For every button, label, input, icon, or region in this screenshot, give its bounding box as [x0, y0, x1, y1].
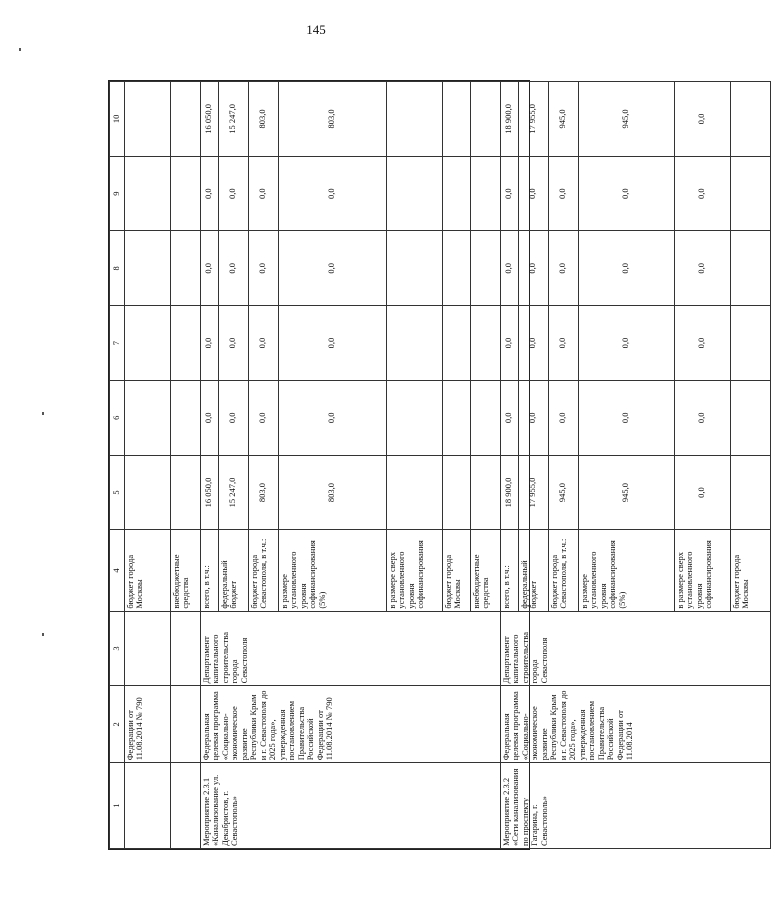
value-cell — [470, 455, 500, 530]
value-cell — [470, 380, 500, 455]
value-cell: 0,0 — [578, 231, 674, 306]
value-cell: 0,0 — [248, 380, 278, 455]
value-cell — [170, 156, 200, 231]
document-cell — [124, 763, 170, 849]
value-cell — [124, 455, 170, 530]
value-cell: 945,0 — [578, 82, 674, 157]
source-cell: бюджет города Москвы — [442, 530, 470, 611]
measure-name-cell: Мероприятие 2.3.1 «Канализование ул. Декабристов, г. Севастополь» — [200, 763, 500, 849]
value-cell: 0,0 — [278, 156, 386, 231]
value-cell: 0,0 — [500, 380, 518, 455]
header-cell: 5 — [110, 455, 125, 530]
header-cell: 9 — [110, 156, 125, 231]
value-cell — [730, 231, 770, 306]
value-cell: 0,0 — [548, 231, 578, 306]
header-cell: 6 — [110, 380, 125, 455]
value-cell: 0,0 — [278, 306, 386, 381]
header-cell: 10 — [110, 82, 125, 157]
source-cell: внебюджетные средства — [470, 530, 500, 611]
value-cell — [124, 156, 170, 231]
value-cell: 945,0 — [578, 455, 674, 530]
value-cell: 0,0 — [578, 156, 674, 231]
header-cell: 3 — [110, 611, 125, 686]
value-cell — [730, 380, 770, 455]
value-cell: 18 900,0 — [500, 455, 518, 530]
value-cell: 0,0 — [674, 231, 730, 306]
value-cell: 0,0 — [278, 380, 386, 455]
value-cell: 0,0 — [674, 306, 730, 381]
source-cell: бюджет города Севастополя, в т.ч.: — [248, 530, 278, 611]
document-cell — [170, 763, 200, 849]
value-cell — [442, 231, 470, 306]
value-cell — [124, 380, 170, 455]
value-cell — [470, 156, 500, 231]
value-cell — [730, 82, 770, 157]
source-cell: в размере установленного уровня софинансирования (5%) — [578, 530, 674, 611]
value-cell: 945,0 — [548, 455, 578, 530]
value-cell: 0,0 — [500, 306, 518, 381]
source-cell: бюджет города Севастополя, в т.ч.: — [548, 530, 578, 611]
value-cell: 0,0 — [500, 156, 518, 231]
header-cell: 1 — [110, 763, 125, 849]
value-cell — [442, 156, 470, 231]
header-row — [110, 82, 125, 849]
program-cell: Федеральная целевая программа «Социально-экономическое развитие Республики Крым и г. Севастополя до 2025 года», утвержденная постановлением Правительства Российской Федерации от 11.08.2014 № 790 — [200, 686, 500, 763]
value-cell: 0,0 — [548, 156, 578, 231]
value-cell — [386, 306, 442, 381]
value-cell: 17 955,0 — [518, 455, 548, 530]
rotated-table-content — [109, 81, 751, 849]
value-cell: 0,0 — [548, 380, 578, 455]
scan-speck — [42, 633, 44, 636]
value-cell: 0,0 — [200, 306, 218, 381]
value-cell: 0,0 — [218, 306, 248, 381]
value-cell: 0,0 — [500, 231, 518, 306]
value-cell: 0,0 — [674, 156, 730, 231]
source-cell: бюджет города Москвы — [730, 530, 770, 611]
value-cell: 0,0 — [200, 156, 218, 231]
value-cell: 0,0 — [218, 231, 248, 306]
value-cell: 0,0 — [518, 231, 548, 306]
measure-name-cell: Мероприятие 2.3.2 «Сети канализования по проспекту Гагарина, г. Севастополь» — [500, 763, 770, 849]
executor-cell — [124, 611, 170, 686]
program-cell: Федерации от 11.08.2014 № 790 — [124, 686, 170, 763]
value-cell — [730, 306, 770, 381]
program-cell: Федеральная целевая программа «Социально-экономическое развитие Республики Крым и г. Севастополя до 2025 года», утвержденная постановлением Правительства Российской Федерации от 11.08.2014 — [500, 686, 770, 763]
source-cell: бюджет города Москвы — [124, 530, 170, 611]
value-cell: 16 050,0 — [200, 455, 218, 530]
value-cell: 0,0 — [578, 306, 674, 381]
executor-cell — [170, 611, 200, 686]
value-cell — [170, 380, 200, 455]
value-cell: 17 955,0 — [518, 82, 548, 157]
value-cell: 0,0 — [218, 380, 248, 455]
value-cell: 803,0 — [278, 455, 386, 530]
value-cell — [170, 231, 200, 306]
value-cell — [124, 231, 170, 306]
table-row — [500, 82, 518, 849]
value-cell: 0,0 — [518, 156, 548, 231]
source-cell: всего, в т.ч.: — [200, 530, 218, 611]
header-cell: 2 — [110, 686, 125, 763]
value-cell — [386, 231, 442, 306]
value-cell — [730, 156, 770, 231]
header-cell: 7 — [110, 306, 125, 381]
value-cell — [170, 455, 200, 530]
value-cell: 15 247,0 — [218, 82, 248, 157]
source-cell: всего, в т.ч.: — [500, 530, 518, 611]
value-cell: 0,0 — [674, 82, 730, 157]
table-row — [124, 82, 170, 849]
header-cell: 4 — [110, 530, 125, 611]
source-cell: внебюджетные средства — [170, 530, 200, 611]
source-cell: федеральный бюджет — [518, 530, 548, 611]
value-cell — [386, 82, 442, 157]
value-cell — [386, 156, 442, 231]
value-cell: 0,0 — [578, 380, 674, 455]
value-cell: 0,0 — [518, 306, 548, 381]
value-cell — [442, 455, 470, 530]
value-cell: 0,0 — [248, 156, 278, 231]
header-cell: 8 — [110, 231, 125, 306]
value-cell — [386, 455, 442, 530]
value-cell — [124, 82, 170, 157]
value-cell: 18 900,0 — [500, 82, 518, 157]
program-cell — [170, 686, 200, 763]
value-cell — [170, 82, 200, 157]
value-cell — [124, 306, 170, 381]
value-cell — [170, 306, 200, 381]
value-cell: 0,0 — [200, 380, 218, 455]
value-cell: 803,0 — [278, 82, 386, 157]
value-cell: 0,0 — [218, 156, 248, 231]
value-cell — [470, 82, 500, 157]
value-cell: 945,0 — [548, 82, 578, 157]
source-cell: федеральный бюджет — [218, 530, 248, 611]
funding-table — [109, 81, 771, 849]
value-cell: 803,0 — [248, 82, 278, 157]
value-cell: 803,0 — [248, 455, 278, 530]
value-cell: 0,0 — [518, 380, 548, 455]
source-cell: в размере установленного уровня софинансирования (5%) — [278, 530, 386, 611]
value-cell — [386, 380, 442, 455]
value-cell: 0,0 — [674, 455, 730, 530]
value-cell — [470, 231, 500, 306]
table-body — [110, 82, 771, 849]
table-row — [200, 82, 218, 849]
executor-cell: Департамент капитального строительства города Севастополя — [200, 611, 500, 686]
value-cell: 16 050,0 — [200, 82, 218, 157]
value-cell: 0,0 — [200, 231, 218, 306]
rotated-table-frame — [108, 80, 751, 850]
value-cell — [730, 455, 770, 530]
value-cell: 0,0 — [278, 231, 386, 306]
executor-cell: Департамент капитального строительства города Севастополя — [500, 611, 770, 686]
value-cell: 0,0 — [674, 380, 730, 455]
source-cell: в размере сверх установленного уровня софинансирования — [674, 530, 730, 611]
value-cell: 15 247,0 — [218, 455, 248, 530]
value-cell — [470, 306, 500, 381]
table-row — [170, 82, 200, 849]
value-cell — [442, 380, 470, 455]
value-cell — [442, 306, 470, 381]
source-cell: в размере сверх установленного уровня софинансирования — [386, 530, 442, 611]
page-number: 145 — [306, 22, 326, 37]
value-cell: 0,0 — [248, 231, 278, 306]
value-cell: 0,0 — [248, 306, 278, 381]
scan-speck — [42, 412, 44, 415]
scan-speck — [19, 48, 21, 51]
value-cell — [442, 82, 470, 157]
value-cell: 0,0 — [548, 306, 578, 381]
